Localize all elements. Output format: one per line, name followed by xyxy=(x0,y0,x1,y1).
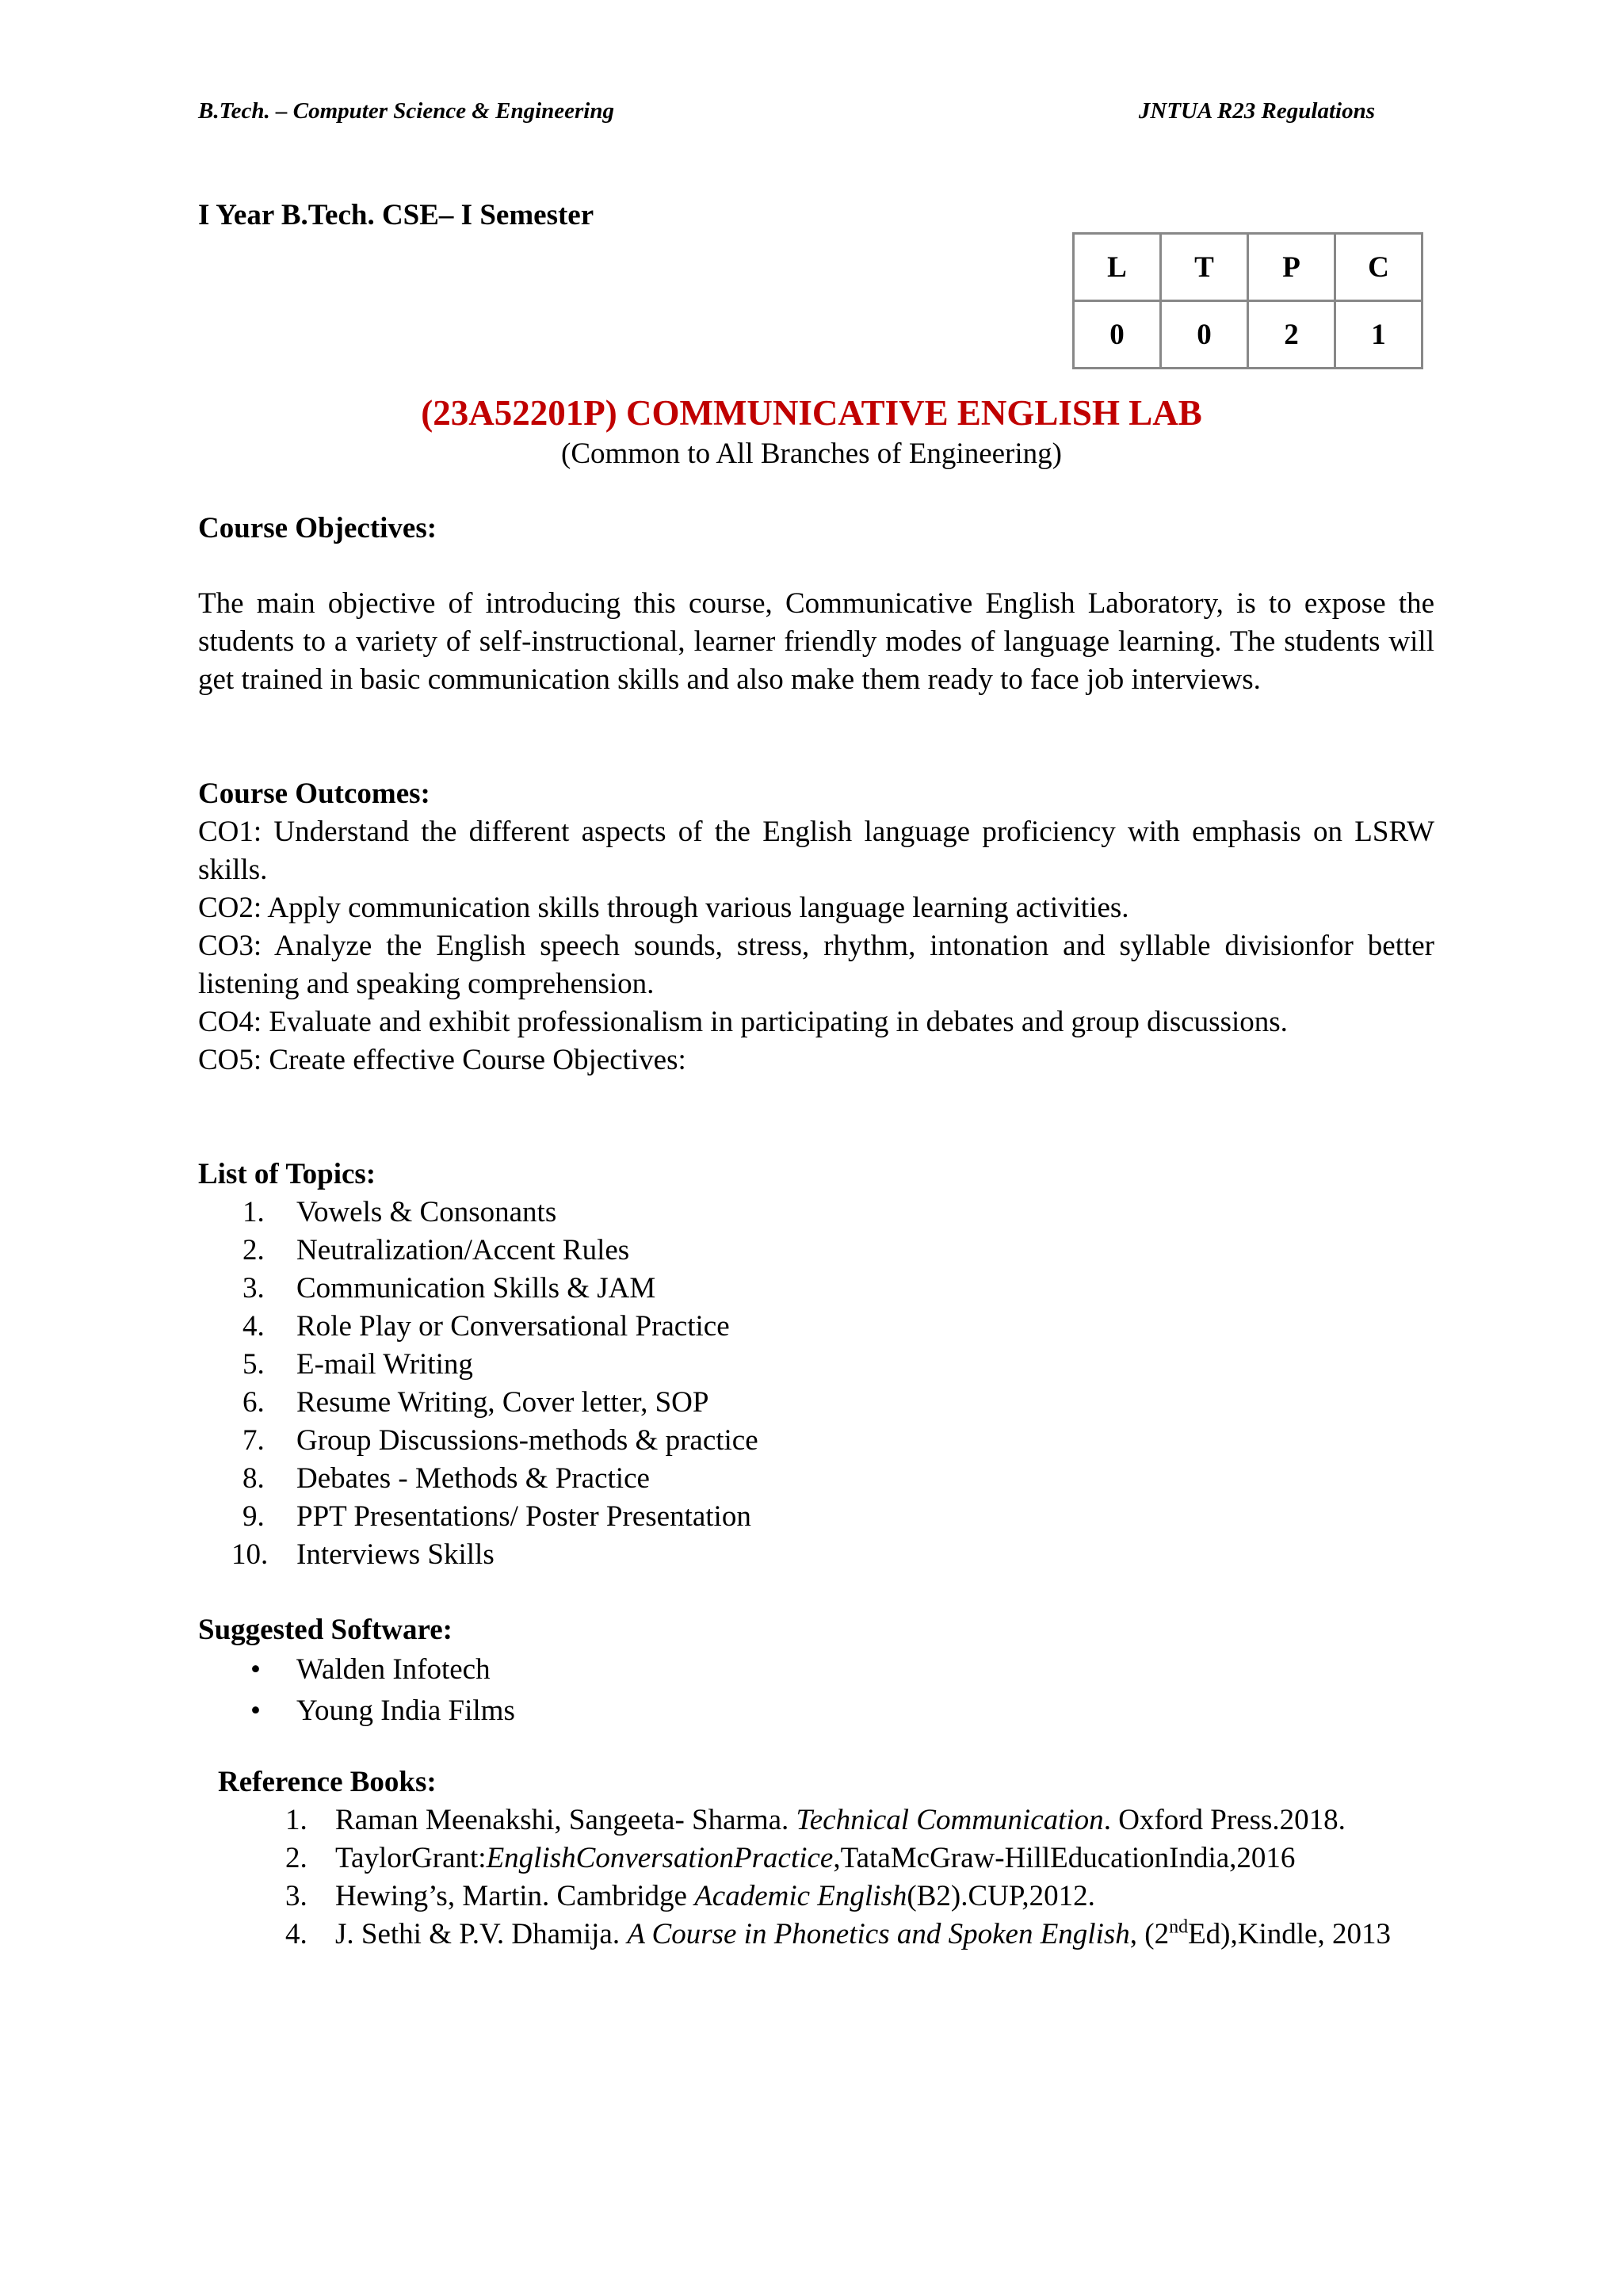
topics-heading: List of Topics: xyxy=(198,1158,376,1190)
list-item-number: 8. xyxy=(242,1462,265,1495)
software-section xyxy=(198,1611,1434,1730)
references-list xyxy=(218,1801,1434,1954)
list-item-text: Young India Films xyxy=(296,1694,515,1727)
reference-text: Raman Meenakshi, Sangeeta- Sharma. xyxy=(335,1804,796,1836)
reference-text: , (2 xyxy=(1129,1918,1170,1950)
reference-superscript: nd xyxy=(1169,1916,1189,1938)
outcome-item-co3: CO3: Analyze the English speech sounds, stress, rhythm, intonation and syllable divisionfor better listening and speaking comprehension. xyxy=(198,930,1434,1000)
list-item-text: Interviews Skills xyxy=(296,1538,495,1571)
ltpc-value-row xyxy=(1074,301,1423,369)
outcomes-section xyxy=(198,775,1434,1079)
topics-section xyxy=(198,1156,1434,1574)
list-item-number: 2. xyxy=(242,1234,265,1266)
course-subtitle: (Common to All Branches of Engineering) xyxy=(561,437,1062,470)
references-section xyxy=(218,1763,1434,1954)
list-item xyxy=(198,1384,1434,1422)
references-heading: Reference Books: xyxy=(218,1766,437,1798)
ltpc-value-t: 0 xyxy=(1161,301,1248,369)
reference-text: J. Sethi & P.V. Dhamija. xyxy=(335,1918,628,1950)
list-item-text: Role Play or Conversational Practice xyxy=(296,1310,730,1343)
list-item-text: Neutralization/Accent Rules xyxy=(296,1234,630,1266)
list-item-text: Walden Infotech xyxy=(296,1653,491,1686)
list-item xyxy=(198,1536,1434,1574)
list-item-number: 9. xyxy=(242,1500,265,1533)
objectives-heading: Course Objectives: xyxy=(198,512,437,544)
outcomes-heading: Course Outcomes: xyxy=(198,777,430,810)
list-item-text: PPT Presentations/ Poster Presentation xyxy=(296,1500,751,1533)
reference-text: Hewing’s, Martin. Cambridge xyxy=(335,1880,695,1912)
list-item-number: 3. xyxy=(242,1272,265,1305)
outcome-item-co5: CO5: Create effective Course Objectives: xyxy=(198,1044,686,1076)
list-item-number: 10. xyxy=(231,1538,269,1571)
list-item xyxy=(198,1422,1434,1460)
list-item xyxy=(198,1498,1434,1536)
reference-text: . Oxford Press.2018. xyxy=(1103,1804,1346,1836)
list-item xyxy=(198,1651,1434,1689)
list-item-text: E-mail Writing xyxy=(296,1348,473,1381)
list-item-number: 5. xyxy=(242,1348,265,1381)
list-item-text: Vowels & Consonants xyxy=(296,1196,557,1228)
list-item-number: 4. xyxy=(242,1310,265,1343)
list-item-number: 6. xyxy=(242,1386,265,1419)
outcome-item-co4: CO4: Evaluate and exhibit professionalism in participating in debates and group discussions. xyxy=(198,1006,1288,1038)
course-title: (23A52201P) COMMUNICATIVE ENGLISH LAB xyxy=(421,393,1202,433)
list-item xyxy=(218,1801,1434,1839)
list-item xyxy=(198,1308,1434,1346)
list-item-number: 4. xyxy=(285,1918,307,1950)
reference-text: Ed),Kindle, 2013 xyxy=(1188,1918,1391,1950)
ltpc-header-t: T xyxy=(1161,234,1248,301)
list-item-number: 1. xyxy=(285,1804,307,1836)
list-item-text: Group Discussions-methods & practice xyxy=(296,1424,758,1457)
bullet-icon: • xyxy=(250,1653,261,1686)
objectives-text: The main objective of introducing this course, Communicative English Laboratory, is to expose the students to a variety of self-instructional, learner friendly modes of language learning. The students will get trained in basic communication skills and also make them ready to face job interviews. xyxy=(198,587,1434,696)
list-item-number: 3. xyxy=(285,1880,307,1912)
ltpc-table xyxy=(1072,232,1423,369)
list-item xyxy=(198,1232,1434,1270)
list-item xyxy=(198,1692,1434,1730)
reference-text: ,TataMcGraw-HillEducationIndia,2016 xyxy=(833,1842,1296,1874)
topics-list xyxy=(198,1194,1434,1574)
list-item-number: 1. xyxy=(242,1196,265,1228)
ltpc-value-p: 2 xyxy=(1248,301,1335,369)
outcome-item-co2: CO2: Apply communication skills through various language learning activities. xyxy=(198,892,1129,924)
reference-title: Technical Communication xyxy=(796,1804,1104,1836)
reference-title: EnglishConversationPractice xyxy=(486,1842,834,1874)
reference-title: A Course in Phonetics and Spoken English xyxy=(627,1918,1130,1950)
running-header-right: JNTUA R23 Regulations xyxy=(1138,98,1375,124)
reference-text: TaylorGrant: xyxy=(335,1842,487,1874)
year-semester: I Year B.Tech. CSE– I Semester xyxy=(198,199,594,231)
list-item xyxy=(198,1270,1434,1308)
list-item-text: Resume Writing, Cover letter, SOP xyxy=(296,1386,709,1419)
running-header-left: B.Tech. – Computer Science & Engineering xyxy=(198,98,614,124)
list-item-text: Debates - Methods & Practice xyxy=(296,1462,650,1495)
software-list xyxy=(198,1651,1434,1730)
outcome-item-co1: CO1: Understand the different aspects of the English language proficiency with emphasis on LSRW skills. xyxy=(198,816,1434,886)
list-item xyxy=(218,1916,1434,1954)
ltpc-header-c: C xyxy=(1335,234,1423,301)
list-item xyxy=(218,1878,1434,1916)
ltpc-header-l: L xyxy=(1074,234,1161,301)
list-item-number: 7. xyxy=(242,1424,265,1457)
objectives-section xyxy=(198,510,1434,548)
ltpc-header-row xyxy=(1074,234,1423,301)
list-item-number: 2. xyxy=(285,1842,307,1874)
list-item xyxy=(198,1194,1434,1232)
ltpc-value-c: 1 xyxy=(1335,301,1423,369)
reference-title: Academic English xyxy=(694,1880,907,1912)
list-item xyxy=(218,1839,1434,1878)
list-item-text: Communication Skills & JAM xyxy=(296,1272,656,1305)
ltpc-header-p: P xyxy=(1248,234,1335,301)
reference-text: (B2).CUP,2012. xyxy=(907,1880,1095,1912)
software-heading: Suggested Software: xyxy=(198,1614,453,1646)
bullet-icon: • xyxy=(250,1694,261,1727)
list-item xyxy=(198,1460,1434,1498)
ltpc-value-l: 0 xyxy=(1074,301,1161,369)
list-item xyxy=(198,1346,1434,1384)
